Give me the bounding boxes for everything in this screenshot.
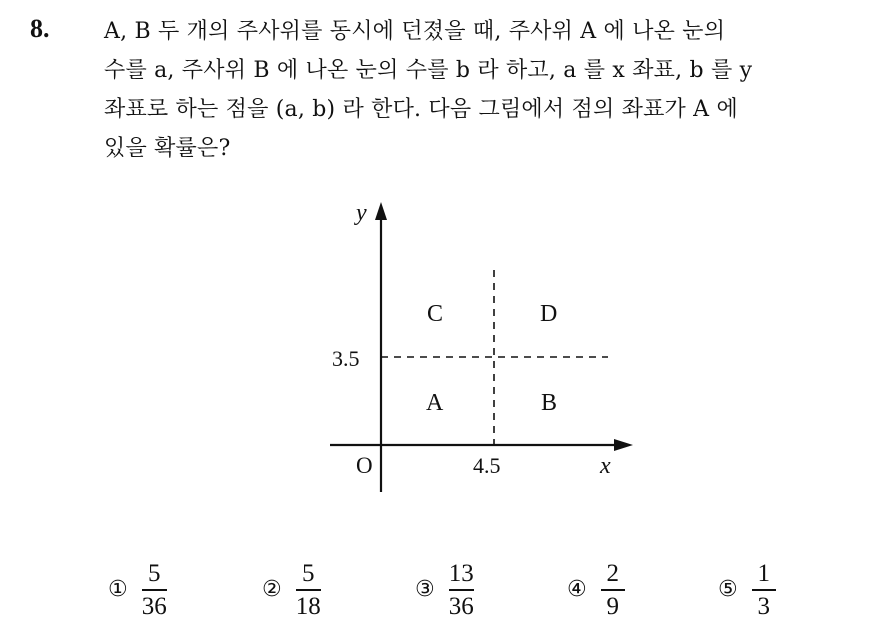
choice-5[interactable] [718, 560, 776, 620]
numerator: 2 [606, 560, 619, 587]
coordinate-figure [300, 190, 660, 510]
choice-fraction [449, 560, 474, 620]
x-tick-label: 4.5 [473, 453, 501, 478]
choice-fraction [142, 560, 167, 620]
question-number: 8. [30, 14, 50, 43]
numerator: 13 [448, 560, 474, 587]
choice-2[interactable] [262, 560, 321, 620]
answer-choices [108, 560, 868, 620]
numerator: 1 [757, 560, 770, 587]
fraction-bar [601, 589, 625, 591]
choice-1[interactable] [108, 560, 167, 620]
fraction-bar [752, 589, 776, 591]
choice-marker: ① [108, 577, 128, 603]
choice-marker: ② [262, 577, 282, 603]
choice-fraction [296, 560, 321, 620]
fraction-bar [449, 589, 474, 591]
question-line-4: 있을 확률은? [104, 136, 231, 161]
choice-fraction [752, 560, 776, 620]
choice-3[interactable] [415, 560, 474, 620]
y-axis-arrow [375, 202, 387, 220]
region-label-b: B [541, 390, 558, 416]
region-label-d: D [540, 301, 558, 327]
denominator: 18 [295, 592, 321, 620]
denominator: 3 [757, 592, 770, 620]
question-text [104, 12, 874, 168]
choice-marker: ③ [415, 577, 435, 603]
choice-fraction [601, 560, 625, 620]
choice-marker: ④ [567, 577, 587, 603]
region-label-c: C [427, 301, 444, 327]
denominator: 36 [448, 592, 474, 620]
question-line-1: A, B 두 개의 주사위를 동시에 던졌을 때, 주사위 A 에 나온 눈의 [104, 19, 726, 44]
fraction-bar [142, 589, 167, 591]
x-axis-label: x [600, 453, 611, 479]
choice-marker: ⑤ [718, 577, 738, 603]
question-line-3: 좌표로 하는 점을 (a, b) 라 한다. 다음 그림에서 점의 좌표가 A 에 [104, 97, 738, 122]
denominator: 36 [141, 592, 167, 620]
choice-4[interactable] [567, 560, 625, 620]
fraction-bar [296, 589, 321, 591]
numerator: 5 [301, 560, 315, 587]
denominator: 9 [606, 592, 619, 620]
origin-label: O [356, 453, 373, 478]
y-axis-label: y [356, 200, 367, 226]
x-axis-arrow [614, 439, 633, 451]
y-tick-label: 3.5 [332, 346, 360, 371]
numerator: 5 [147, 560, 161, 587]
question-line-2: 수를 a, 주사위 B 에 나온 눈의 수를 b 라 하고, a 를 x 좌표, b 를 y [104, 58, 753, 83]
region-label-a: A [426, 390, 444, 416]
